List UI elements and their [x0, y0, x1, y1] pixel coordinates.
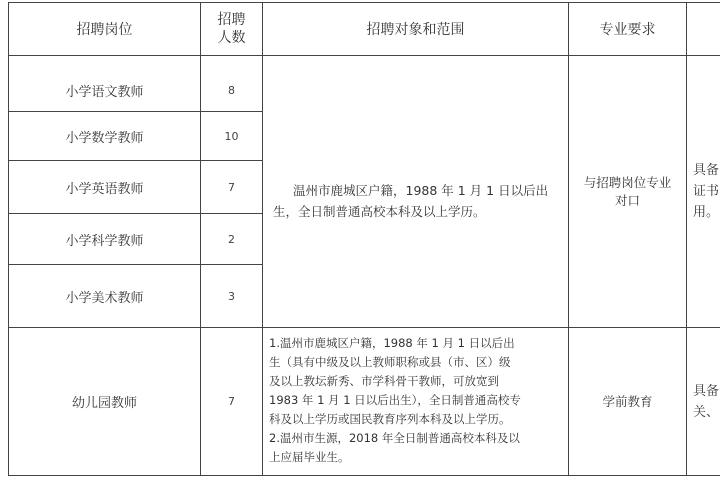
kindergarten-scope-line: 科及以上学历或国民教育序列本科及以上学历。 [269, 412, 511, 426]
kindergarten-scope-line: 2.温州市生源，2018 年全日制普通高校本科及以 [269, 431, 520, 445]
table-row-post: 幼儿园教师 [71, 396, 137, 411]
primary-major-line: 对口 [614, 192, 640, 208]
header-count-line2: 人数 [217, 30, 246, 46]
header-position: 招聘岗位 [76, 22, 133, 38]
table-bottom-border [8, 475, 720, 476]
table-row-post: 小学美术教师 [65, 290, 144, 306]
table-row-count: 8 [228, 84, 235, 97]
header-scope: 招聘对象和范围 [366, 22, 465, 38]
kindergarten-requirement-line: 具备 [693, 383, 720, 399]
kindergarten-scope-cell [263, 328, 568, 475]
kindergarten-scope-line: 生（具有中级及以上教师职称或县（市、区）级 [269, 355, 511, 369]
table-row-post: 小学语文教师 [65, 85, 144, 100]
primary-major-line: 与招聘岗位专业 [583, 174, 672, 190]
header-count-line1: 招聘 [217, 12, 246, 28]
table-row-count: 3 [228, 289, 235, 303]
primary-requirement-line: 用。 [693, 205, 720, 220]
kindergarten-major-cell: 学前教育 [602, 393, 653, 409]
primary-requirement-cell [687, 56, 720, 327]
header-major: 专业要求 [599, 22, 656, 38]
primary-scope-cell [263, 56, 568, 327]
table-row-count: 7 [228, 180, 235, 194]
kindergarten-scope-line: 上应届毕业生。 [269, 450, 350, 464]
table-row-count: 10 [224, 129, 239, 143]
table-row-post: 小学科学教师 [65, 233, 144, 249]
kindergarten-scope-line: 及以上教坛新秀、市学科骨干教师，可放宽到 [269, 374, 499, 388]
kindergarten-requirement-line: 关、 [693, 404, 720, 420]
primary-scope-line: 温州市鹿城区户籍，1988 年 1 月 1 日以后出 [293, 183, 549, 198]
primary-major-cell [569, 56, 686, 327]
primary-requirement-line: 证书 [693, 184, 720, 199]
table-row-count: 7 [228, 395, 235, 408]
kindergarten-scope-line: 1983 年 1 月 1 日以后出生），全日制普通高校专 [269, 393, 521, 407]
kindergarten-requirement-cell [687, 328, 720, 475]
header-count [201, 3, 262, 55]
table-row-post: 小学英语教师 [65, 181, 144, 197]
table-row-post: 小学数学教师 [65, 130, 144, 146]
kindergarten-scope-line: 1.温州市鹿城区户籍，1988 年 1 月 1 日以后出 [269, 336, 515, 350]
primary-requirement-line: 具备 [693, 163, 720, 178]
primary-scope-line: 生，全日制普通高校本科及以上学历。 [273, 204, 486, 219]
table-row-count: 2 [228, 232, 235, 246]
